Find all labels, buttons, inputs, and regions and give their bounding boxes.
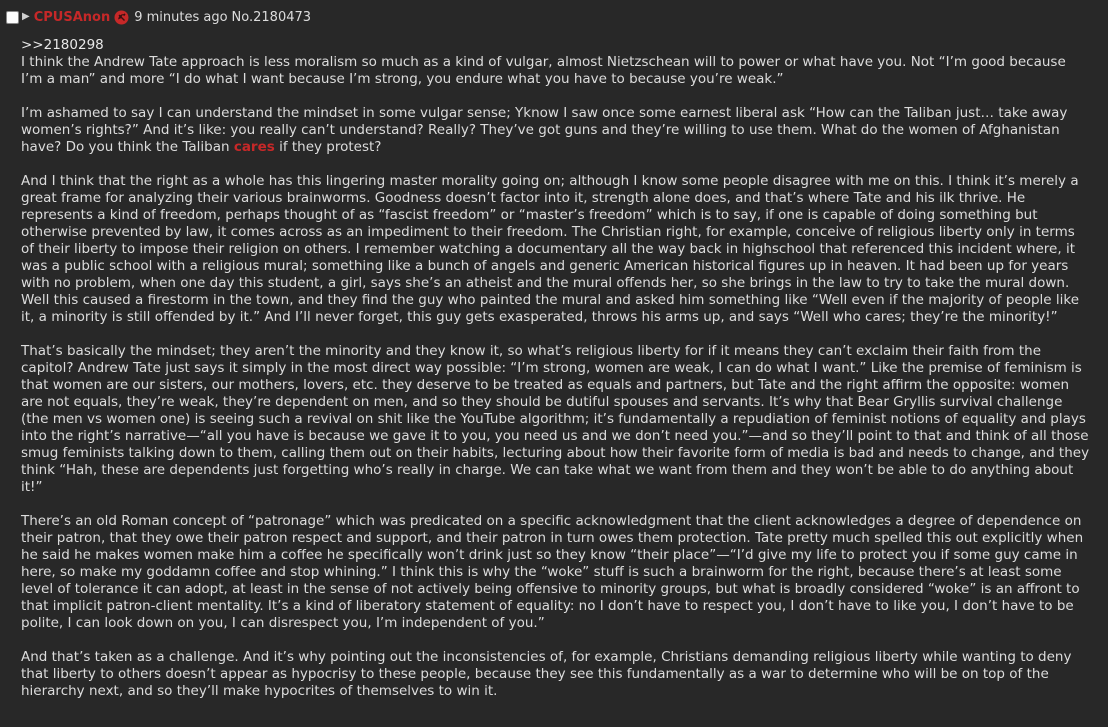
post-text: I’m ashamed to say I can understand the mindset in some vulgar sense; Yknow I saw once some earnest liberal ask “How can the Taliban just… take away women’s rights?” And it’s like: you really can’t understand? Really? They’ve got guns and they’re willing to use them. What do the women of Afghanistan have? Do you think the Taliban: [21, 105, 1068, 155]
post-select-checkbox[interactable]: [6, 11, 19, 24]
triangle-right-icon[interactable]: ▶: [22, 11, 30, 22]
post-paragraph: And that’s taken as a challenge. And it’s why pointing out the inconsistencies of, for example, Christians demanding religious liberty while wanting to deny that liberty to others doesn’t appear as hypocrisy to these people, because they see this fundamentally as a war to determine who will be on top of the hierarchy next, and so they’ll make hypocrites of themselves to win it.: [21, 649, 1072, 699]
post-paragraph: There’s an old Roman concept of “patronage” which was predicated on a specific acknowledgment that the client acknowledges a degree of dependence on their patron, that they owe their patron respect and support, and their patron in turn owes them protection. Tate pretty much spelled this out explicitly when he said he makes women make him a coffee he specifically won’t drink just so they know “their place”—“I’d give my life to protect you if some guy came in here, so make my goddamn coffee and stop whining.” I think this is why the “woke” stuff is such a brainworm for the right, because there’s at least some level of tolerance it can adopt, at least in the sense of not actively being offensive to minority groups, but what is broadly considered “woke” is an affront to that implicit patron-client mentality. It’s a kind of liberatory statement of equality: no I don’t have to respect you, I don’t have to like you, I don’t have to be polite, I can look down on you, I can disrespect you, I’m independent of you.”: [21, 513, 1084, 631]
post-body: [21, 37, 1091, 717]
post-time: 9 minutes ago: [134, 9, 228, 25]
post-header: [6, 8, 311, 26]
post-paragraph: I think the Andrew Tate approach is less moralism so much as a kind of vulgar, almost Nietzschean will to power or what have you. Not “I’m good because I’m a man” and more “I do what I want because I’m strong, you endure what you have to because you’re weak.”: [21, 54, 1066, 87]
post-number-link[interactable]: No.2180473: [231, 9, 312, 25]
highlight-word: cares: [233, 139, 275, 155]
poster-name: CPUSAnon: [33, 9, 111, 25]
post-text: if they protest?: [274, 139, 382, 155]
post-paragraph: [21, 105, 1091, 156]
hammer-sickle-icon: [114, 10, 129, 25]
post-paragraph: And I think that the right as a whole has this lingering master morality going on; although I know some people disagree with me on this. I think it’s merely a great frame for analyzing their various brainworms. Goodness doesn’t factor into it, strength alone does, and that’s where Tate and his ilk thrive. He represents a kind of freedom, perhaps thought of as “fascist freedom” or “master’s freedom” which is to say, if one is capable of doing something but otherwise prevented by law, it comes across as an impediment to their freedom. The Christian right, for example, conceive of religious liberty only in terms of their liberty to impose their religion on others. I remember watching a documentary all the way back in highschool that referenced this incident where, it was a public school with a religious mural; something like a bunch of angels and generic American historical figures up in heaven. It had been up for years with no problem, when one day this student, a girl, says she’s an atheist and the mural offends her, so she brings in the law to try to take the mural down. Well this caused a firestorm in the town, and they find the guy who painted the mural and asked him something like “Well even if the majority of people like it, a minority is still offended by it.” And I’ll never forget, this guy gets exasperated, throws his arms up, and says “Well who cares; they’re the minority!”: [21, 173, 1080, 325]
quote-link[interactable]: >>2180298: [21, 37, 104, 53]
post-paragraph: That’s basically the mindset; they aren’t the minority and they know it, so what’s religious liberty for if it means they can’t exclaim their faith from the capitol? Andrew Tate just says it simply in the most direct way possible: “I’m strong, women are weak, I can do what I want.” Like the premise of feminism is that women are our sisters, our mothers, lovers, etc. they deserve to be treated as equals and partners, but Tate and the right affirm the opposite: women are not equals, they’re weak, they’re dependent on men, and so they should be dutiful spouses and servants. It’s why that Bear Gryllis survival challenge (the men vs women one) is seeing such a revival on shit like the YouTube algorithm; it’s fundamentally a repudiation of feminist notions of equality and plays into the right’s narrative—“all you have is because we gave it to you, you need us and we don’t need you.”—and so they’ll point to that and think of all those smug feminists talking down to them, calling them out on their habits, lecturing about how their favorite form of media is bad and needs to change, and they think “Hah, these are dependents just forgetting who’s really in charge. We can take what we want from them and they won’t be able to do anything about it!”: [21, 343, 1090, 495]
